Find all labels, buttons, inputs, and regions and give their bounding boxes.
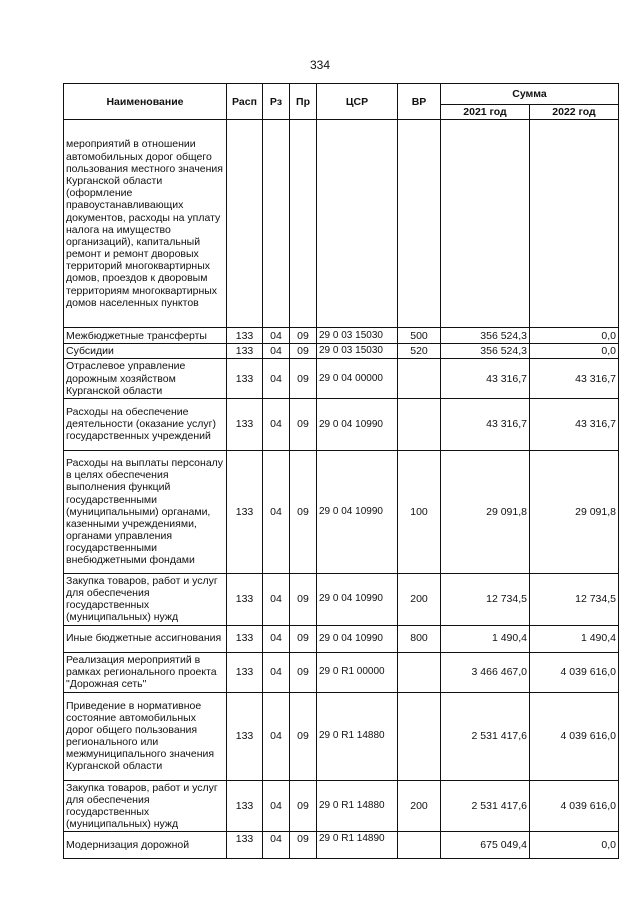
- row-pr: [290, 120, 317, 328]
- row-rz: 04: [263, 573, 290, 625]
- row-pr: 09: [290, 692, 317, 780]
- row-rasp: 133: [227, 780, 263, 832]
- table-row: [64, 832, 619, 859]
- header-vr: ВР: [398, 84, 441, 120]
- row-sum-2022: 0,0: [530, 328, 619, 344]
- row-rz: 04: [263, 359, 290, 399]
- row-rz: [263, 120, 290, 328]
- row-csr: 29 0 04 10990: [317, 450, 398, 573]
- row-name: Межбюджетные трансферты: [64, 328, 227, 344]
- row-vr: [398, 832, 441, 859]
- row-csr: 29 0 04 00000: [317, 359, 398, 399]
- row-vr: [398, 359, 441, 399]
- row-rz: 04: [263, 780, 290, 832]
- header-sum: Сумма: [441, 84, 619, 105]
- row-sum-2022: 12 734,5: [530, 573, 619, 625]
- row-name: Расходы на выплаты персоналу в целях обеспечения выполнения функций государственными (муниципальными) органами, казенными учреждениями, органами управления государственными внебюджетными фондами: [64, 450, 227, 573]
- table-row: [64, 450, 619, 573]
- table-row: [64, 573, 619, 625]
- row-sum-2021: 2 531 417,6: [441, 780, 530, 832]
- row-rasp: 133: [227, 398, 263, 450]
- row-vr: 520: [398, 344, 441, 359]
- row-name: Иные бюджетные ассигнования: [64, 625, 227, 652]
- row-sum-2022: 1 490,4: [530, 625, 619, 652]
- budget-table: [63, 83, 619, 859]
- row-name: Отраслевое управление дорожным хозяйством Курганской области: [64, 359, 227, 399]
- table-header-row: [64, 84, 619, 105]
- header-2022: 2022 год: [530, 105, 619, 120]
- row-name: Модернизация дорожной: [64, 832, 227, 859]
- row-sum-2021: 12 734,5: [441, 573, 530, 625]
- row-pr: 09: [290, 832, 317, 859]
- row-csr: 29 0 04 10990: [317, 398, 398, 450]
- row-rz: 04: [263, 692, 290, 780]
- row-csr: 29 0 03 15030: [317, 344, 398, 359]
- row-rasp: 133: [227, 832, 263, 859]
- table-row: [64, 328, 619, 344]
- row-sum-2022: 43 316,7: [530, 398, 619, 450]
- row-csr: 29 0 R1 14880: [317, 692, 398, 780]
- row-vr: [398, 120, 441, 328]
- row-vr: 800: [398, 625, 441, 652]
- row-rasp: 133: [227, 450, 263, 573]
- table-row: [64, 120, 619, 328]
- header-name: Наименование: [64, 84, 227, 120]
- row-rasp: 133: [227, 573, 263, 625]
- row-sum-2022: 4 039 616,0: [530, 652, 619, 692]
- row-vr: 200: [398, 780, 441, 832]
- row-sum-2022: 29 091,8: [530, 450, 619, 573]
- row-rasp: 133: [227, 328, 263, 344]
- row-pr: 09: [290, 573, 317, 625]
- row-name: Реализация мероприятий в рамках регионального проекта "Дорожная сеть": [64, 652, 227, 692]
- row-sum-2021: 43 316,7: [441, 359, 530, 399]
- row-vr: [398, 652, 441, 692]
- row-sum-2022: 0,0: [530, 832, 619, 859]
- table-row: [64, 692, 619, 780]
- row-csr: 29 0 03 15030: [317, 328, 398, 344]
- row-csr: [317, 120, 398, 328]
- row-sum-2021: 3 466 467,0: [441, 652, 530, 692]
- row-sum-2021: 1 490,4: [441, 625, 530, 652]
- row-rasp: 133: [227, 359, 263, 399]
- table-row: [64, 344, 619, 359]
- table-row: [64, 652, 619, 692]
- row-csr: 29 0 R1 14890: [317, 832, 398, 859]
- row-sum-2021: 43 316,7: [441, 398, 530, 450]
- row-csr: 29 0 04 10990: [317, 625, 398, 652]
- row-pr: 09: [290, 344, 317, 359]
- row-sum-2021: 29 091,8: [441, 450, 530, 573]
- row-rz: 04: [263, 450, 290, 573]
- page-number: 334: [309, 58, 331, 72]
- row-sum-2021: [441, 120, 530, 328]
- row-rasp: 133: [227, 344, 263, 359]
- row-rz: 04: [263, 398, 290, 450]
- row-pr: 09: [290, 780, 317, 832]
- header-2021: 2021 год: [441, 105, 530, 120]
- row-vr: [398, 692, 441, 780]
- row-name: мероприятий в отношении автомобильных дорог общего пользования местного значения Курганской области (оформление правоустанавливающих документов, расходы на уплату налога на имущество организаций), капитальный ремонт и ремонт дворовых территорий многоквартирных домов, проездов к дворовым территориям многоквартирных домов населенных пунктов: [64, 120, 227, 328]
- row-vr: 500: [398, 328, 441, 344]
- table-row: [64, 780, 619, 832]
- row-pr: 09: [290, 328, 317, 344]
- row-name: Закупка товаров, работ и услуг для обеспечения государственных (муниципальных) нужд: [64, 573, 227, 625]
- row-name: Субсидии: [64, 344, 227, 359]
- row-pr: 09: [290, 450, 317, 573]
- row-rz: 04: [263, 328, 290, 344]
- row-sum-2021: 2 531 417,6: [441, 692, 530, 780]
- row-sum-2021: 356 524,3: [441, 344, 530, 359]
- table-row: [64, 625, 619, 652]
- row-rasp: 133: [227, 652, 263, 692]
- row-sum-2021: 675 049,4: [441, 832, 530, 859]
- row-rz: 04: [263, 344, 290, 359]
- row-vr: 100: [398, 450, 441, 573]
- row-name: Закупка товаров, работ и услуг для обеспечения государственных (муниципальных) нужд: [64, 780, 227, 832]
- row-sum-2021: 356 524,3: [441, 328, 530, 344]
- row-sum-2022: 0,0: [530, 344, 619, 359]
- row-csr: 29 0 R1 00000: [317, 652, 398, 692]
- table-row: [64, 359, 619, 399]
- row-rasp: 133: [227, 625, 263, 652]
- row-rz: 04: [263, 652, 290, 692]
- table-row: [64, 398, 619, 450]
- row-name: Расходы на обеспечение деятельности (оказание услуг) государственных учреждений: [64, 398, 227, 450]
- row-vr: 200: [398, 573, 441, 625]
- row-rasp: 133: [227, 692, 263, 780]
- header-rz: Рз: [263, 84, 290, 120]
- row-sum-2022: 43 316,7: [530, 359, 619, 399]
- row-sum-2022: 4 039 616,0: [530, 780, 619, 832]
- row-pr: 09: [290, 652, 317, 692]
- row-name: Приведение в нормативное состояние автомобильных дорог общего пользования регионального или межмуниципального значения Курганской области: [64, 692, 227, 780]
- header-rasp: Расп: [227, 84, 263, 120]
- row-rz: 04: [263, 625, 290, 652]
- row-rasp: [227, 120, 263, 328]
- row-sum-2022: 4 039 616,0: [530, 692, 619, 780]
- row-pr: 09: [290, 359, 317, 399]
- row-csr: 29 0 R1 14880: [317, 780, 398, 832]
- row-rz: 04: [263, 832, 290, 859]
- row-vr: [398, 398, 441, 450]
- row-sum-2022: [530, 120, 619, 328]
- header-pr: Пр: [290, 84, 317, 120]
- row-csr: 29 0 04 10990: [317, 573, 398, 625]
- header-csr: ЦСР: [317, 84, 398, 120]
- row-pr: 09: [290, 625, 317, 652]
- row-pr: 09: [290, 398, 317, 450]
